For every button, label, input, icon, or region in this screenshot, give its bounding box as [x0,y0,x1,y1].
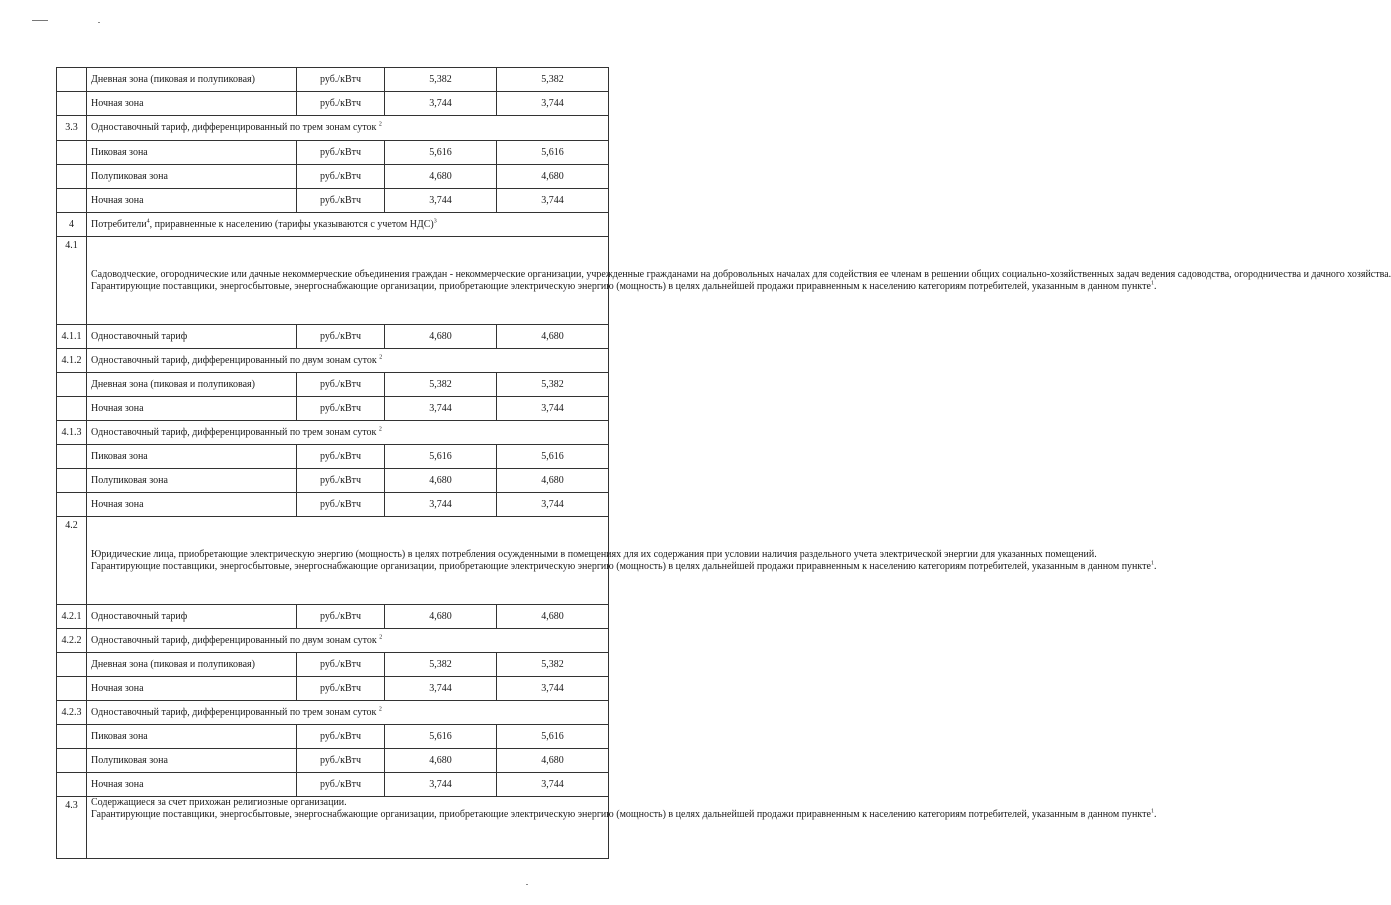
scan-mark [526,884,528,885]
section-title [87,349,609,373]
unit: руб./кВтч [297,725,385,749]
value-half1: 4,680 [385,469,497,493]
unit: руб./кВтч [297,189,385,213]
paragraph [91,560,1157,573]
table-row [57,653,609,677]
paragraph-text: Гарантирующие поставщики, энергосбытовые, энергоснабжающие организации, приобретающие электрическую энергию (мощность) в целях дальнейшей продажи приравненным к населению категориям потребителей, указанным в данном пункте [91,280,1151,292]
value-half1: 4,680 [385,325,497,349]
value-half1: 4,680 [385,165,497,189]
row-number [57,141,87,165]
row-number: 3.3 [57,116,87,141]
unit: руб./кВтч [297,677,385,701]
zone-name: Полупиковая зона [87,469,297,493]
category-description [87,517,1157,605]
value-half2: 3,744 [497,773,609,797]
zone-name: Дневная зона (пиковая и полупиковая) [87,653,297,677]
table-row [57,373,609,397]
section-text: Потребители [91,218,147,230]
zone-name: Одноставочный тариф [87,605,297,629]
zone-name: Пиковая зона [87,725,297,749]
value-half1: 3,744 [385,773,497,797]
section-text: Одноставочный тариф, дифференцированный по трем зонам суток [91,122,377,133]
row-number [57,493,87,517]
unit: руб./кВтч [297,749,385,773]
paragraph-end: . [1153,809,1157,820]
category-description [87,797,1157,859]
table-row [57,517,609,605]
row-number: 4.1 [57,237,87,325]
footnote-mark: 2 [378,121,382,128]
row-number: 4.1.2 [57,349,87,373]
value-half2: 5,382 [497,68,609,92]
zone-name: Ночная зона [87,189,297,213]
value-half2: 5,616 [497,725,609,749]
value-half2: 4,680 [497,165,609,189]
unit: руб./кВтч [297,493,385,517]
table-row [57,469,609,493]
row-number [57,725,87,749]
zone-name: Дневная зона (пиковая и полупиковая) [87,68,297,92]
value-half1: 3,744 [385,189,497,213]
row-number [57,469,87,493]
table-row [57,349,609,373]
section-title [87,213,609,237]
row-number [57,773,87,797]
value-half1: 5,382 [385,68,497,92]
scan-mark [98,22,100,23]
value-half2: 3,744 [497,397,609,421]
table-row [57,421,609,445]
zone-name: Ночная зона [87,92,297,116]
paragraph-end: . [1153,280,1157,292]
value-half1: 5,382 [385,653,497,677]
table-row [57,141,609,165]
value-half2: 3,744 [497,189,609,213]
unit: руб./кВтч [297,653,385,677]
unit: руб./кВтч [297,373,385,397]
row-number: 4.2.3 [57,701,87,725]
footnote-mark: 2 [378,426,382,433]
unit: руб./кВтч [297,92,385,116]
value-half1: 3,744 [385,677,497,701]
zone-name: Пиковая зона [87,445,297,469]
paragraph-end: . [1153,560,1157,572]
paragraph [91,280,1157,293]
unit: руб./кВтч [297,469,385,493]
paragraph: Садоводческие, огороднические или дачные некоммерческие объединения граждан - некоммерческие организации, учрежденные гражданами на добровольных началах для содействия ее членам в решении общих социально-хозяйственных задач ведения садоводства, огородничества и дачного хозяйства. [91,268,1391,280]
table-row [57,165,609,189]
section-title [87,629,609,653]
table-row [57,749,609,773]
unit: руб./кВтч [297,773,385,797]
table-row [57,237,609,325]
section-text: , приравненные к населению (тарифы указываются с учетом НДС) [149,218,434,230]
value-half1: 3,744 [385,92,497,116]
table-row [57,68,609,92]
row-number [57,189,87,213]
footnote-mark: 2 [378,706,382,713]
section-title [87,421,609,445]
table-row [57,677,609,701]
paragraph [91,808,1157,821]
paragraph-text: Гарантирующие поставщики, энергосбытовые, энергоснабжающие организации, приобретающие электрическую энергию (мощность) в целях дальнейшей продажи приравненным к населению категориям потребителей, указанным в данном пункте [91,809,1151,820]
row-number [57,397,87,421]
value-half2: 5,616 [497,141,609,165]
value-half2: 5,616 [497,445,609,469]
zone-name: Ночная зона [87,773,297,797]
value-half2: 5,382 [497,653,609,677]
value-half1: 3,744 [385,397,497,421]
value-half2: 4,680 [497,469,609,493]
table-row [57,189,609,213]
table-row [57,493,609,517]
table-row [57,92,609,116]
footnote-mark: 1 [1150,808,1154,815]
section-title [87,116,609,141]
row-number: 4.2.1 [57,605,87,629]
table-row [57,701,609,725]
value-half1: 5,616 [385,141,497,165]
paragraph: Содержащиеся за счет прихожан религиозные организации. [91,797,347,808]
row-number [57,677,87,701]
table-row [57,116,609,141]
row-number: 4.2 [57,517,87,605]
row-number: 4.2.2 [57,629,87,653]
zone-name: Полупиковая зона [87,749,297,773]
row-number [57,68,87,92]
value-half2: 4,680 [497,749,609,773]
table-row [57,397,609,421]
unit: руб./кВтч [297,165,385,189]
row-number: 4.1.1 [57,325,87,349]
table-row [57,213,609,237]
value-half2: 3,744 [497,493,609,517]
section-text: Одноставочный тариф, дифференцированный по трем зонам суток [91,426,377,438]
table-row [57,797,609,859]
value-half2: 5,382 [497,373,609,397]
table-row [57,725,609,749]
section-text: Одноставочный тариф, дифференцированный по трем зонам суток [91,706,377,718]
footnote-mark: 1 [1150,280,1154,287]
value-half1: 3,744 [385,493,497,517]
tariff-table [56,67,1391,859]
row-number [57,653,87,677]
unit: руб./кВтч [297,445,385,469]
table-row [57,773,609,797]
zone-name: Одноставочный тариф [87,325,297,349]
scan-mark [32,20,48,21]
table-row [57,629,609,653]
section-text: Одноставочный тариф, дифференцированный по двум зонам суток [91,634,377,646]
paragraph-text: Гарантирующие поставщики, энергосбытовые, энергоснабжающие организации, приобретающие электрическую энергию (мощность) в целях дальнейшей продажи приравненным к населению категориям потребителей, указанным в данном пункте [91,560,1151,572]
category-description [87,237,1391,325]
zone-name: Ночная зона [87,493,297,517]
section-text: Одноставочный тариф, дифференцированный по двум зонам суток [91,354,377,366]
unit: руб./кВтч [297,605,385,629]
unit: руб./кВтч [297,141,385,165]
footnote-mark: 1 [1150,560,1154,567]
table-row [57,605,609,629]
footnote-mark: 4 [146,218,150,225]
paragraph: Юридические лица, приобретающие электрическую энергию (мощность) в целях потребления осужденными в помещениях для их содержания при условии наличия раздельного учета электрической энергии для указанных помещений. [91,548,1097,560]
section-title [87,701,609,725]
value-half1: 5,616 [385,445,497,469]
value-half1: 5,382 [385,373,497,397]
zone-name: Ночная зона [87,677,297,701]
value-half2: 4,680 [497,325,609,349]
value-half1: 5,616 [385,725,497,749]
value-half1: 4,680 [385,749,497,773]
unit: руб./кВтч [297,325,385,349]
row-number [57,445,87,469]
row-number [57,749,87,773]
zone-name: Ночная зона [87,397,297,421]
value-half2: 3,744 [497,92,609,116]
row-number: 4.1.3 [57,421,87,445]
row-number: 4.3 [57,797,87,859]
table-row [57,445,609,469]
row-number [57,165,87,189]
unit: руб./кВтч [297,397,385,421]
footnote-mark: 2 [379,634,383,641]
row-number [57,92,87,116]
value-half2: 4,680 [497,605,609,629]
zone-name: Пиковая зона [87,141,297,165]
row-number [57,373,87,397]
zone-name: Дневная зона (пиковая и полупиковая) [87,373,297,397]
table-row [57,325,609,349]
value-half1: 4,680 [385,605,497,629]
footnote-mark: 3 [433,218,437,225]
row-number: 4 [57,213,87,237]
footnote-mark: 2 [379,354,383,361]
value-half2: 3,744 [497,677,609,701]
zone-name: Полупиковая зона [87,165,297,189]
unit: руб./кВтч [297,68,385,92]
